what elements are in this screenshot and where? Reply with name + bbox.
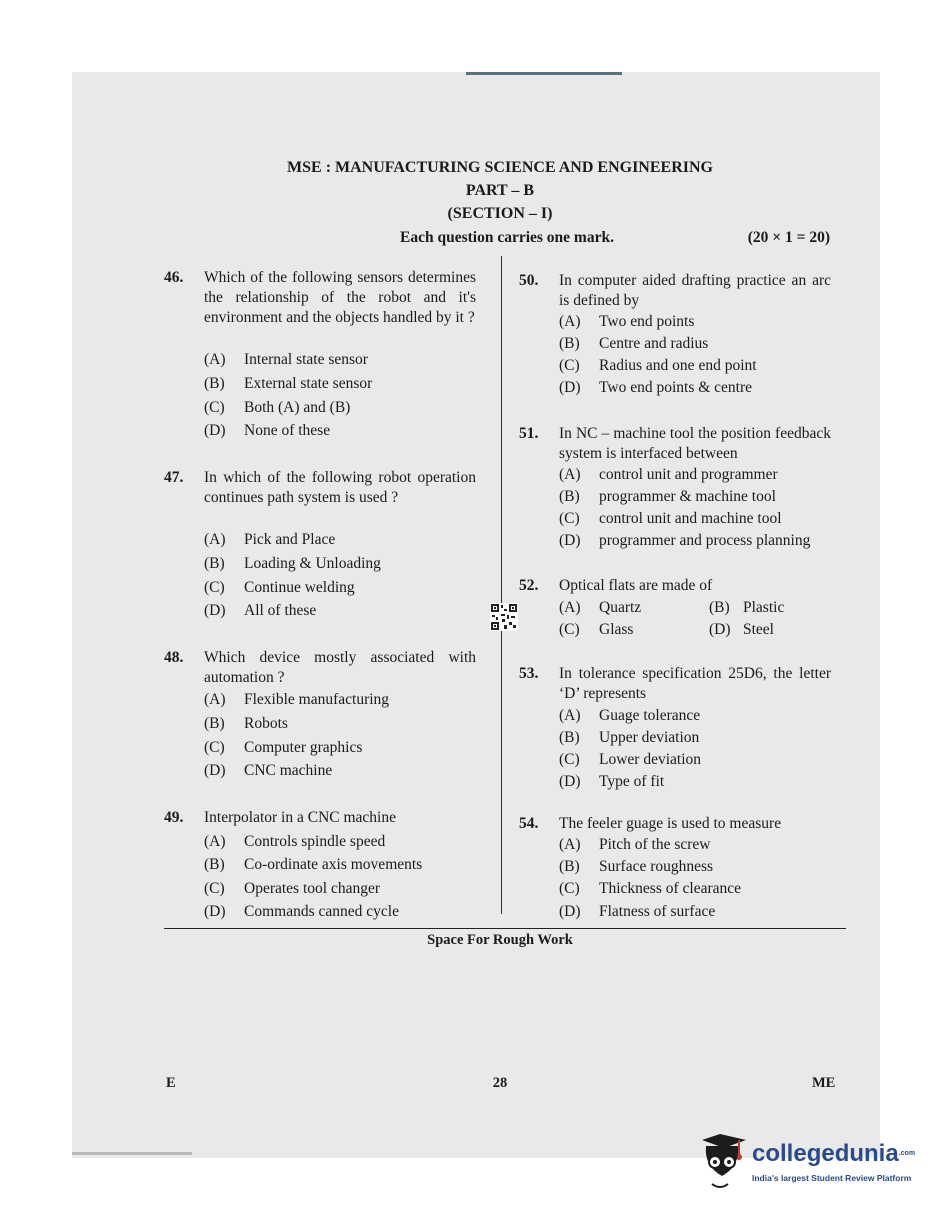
- page-edge-mark: [72, 1152, 192, 1155]
- option-c: (C) Both (A) and (B): [204, 399, 351, 416]
- option-a: (A) Guage tolerance: [559, 707, 701, 724]
- question-stem: Which device mostly associated with automation ?: [204, 649, 476, 686]
- rough-work-rule: [164, 928, 846, 929]
- option-c: (C) Radius and one end point: [559, 357, 757, 374]
- option-d: (D) Steel: [709, 621, 774, 638]
- question-number: 49.: [164, 809, 184, 826]
- option-b: (B) External state sensor: [204, 375, 373, 392]
- option-d: (D) All of these: [204, 602, 317, 619]
- option-d: (D) Flatness of surface: [559, 903, 716, 920]
- paper-title: MSE : MANUFACTURING SCIENCE AND ENGINEERING: [287, 159, 713, 176]
- question-number: 51.: [519, 425, 539, 442]
- question-number: 48.: [164, 649, 184, 666]
- option-a: (A) control unit and programmer: [559, 466, 778, 483]
- option-b: (B) Centre and radius: [559, 335, 709, 352]
- option-b: (B) Co-ordinate axis movements: [204, 856, 423, 873]
- option-b: (B) Upper deviation: [559, 729, 700, 746]
- option-d: (D) programmer and process planning: [559, 532, 811, 549]
- option-d: (D) Type of fit: [559, 773, 665, 790]
- option-d: (D) Two end points & centre: [559, 379, 753, 396]
- question-stem: In tolerance specification 25D6, the letter ‘D’ represents: [559, 665, 831, 702]
- watermark-brand: collegedunia$^{.com}$: [752, 1140, 916, 1167]
- column-divider: [501, 256, 502, 914]
- option-c: (C) Lower deviation: [559, 751, 702, 768]
- question-stem: Which of the following sensors determines the relationship of the robot and it's environment and the objects handled by it ?: [204, 269, 476, 326]
- option-a: (A) Controls spindle speed: [204, 833, 386, 850]
- option-b: (B) Robots: [204, 715, 288, 732]
- question-number: 53.: [519, 665, 539, 682]
- option-c: (C) Thickness of clearance: [559, 880, 742, 897]
- option-a: (A) Flexible manufacturing: [204, 691, 390, 708]
- option-d: (D) None of these: [204, 422, 331, 439]
- question-number: 50.: [519, 272, 539, 289]
- option-c: (C) Operates tool changer: [204, 880, 380, 897]
- instruction-text: Each question carries one mark.: [400, 229, 614, 246]
- question-stem: In computer aided drafting practice an arc is defined by: [559, 272, 831, 309]
- option-c: (C) control unit and machine tool: [559, 510, 782, 527]
- option-a: (A) Quartz: [559, 599, 642, 616]
- rough-work-label: Space For Rough Work: [427, 932, 573, 948]
- marks-total: (20 × 1 = 20): [747, 229, 830, 246]
- question-stem: Interpolator in a CNC machine: [204, 809, 396, 826]
- question-stem: The feeler guage is used to measure: [559, 815, 782, 832]
- watermark-brand-suffix: .com: [898, 1150, 916, 1157]
- option-b: (B) Surface roughness: [559, 858, 714, 875]
- option-a: (A) Pitch of the screw: [559, 836, 711, 853]
- question-number: 46.: [164, 269, 184, 286]
- question-stem: In which of the following robot operation continues path system is used ?: [204, 469, 476, 506]
- option-a: (A) Internal state sensor: [204, 351, 368, 368]
- subject-code: ME: [812, 1075, 836, 1091]
- option-d: (D) Commands canned cycle: [204, 903, 399, 920]
- question-stem: Optical flats are made of: [559, 577, 713, 594]
- option-b: (B) programmer & machine tool: [559, 488, 776, 505]
- option-b: (B) Plastic: [709, 599, 785, 616]
- option-d: (D) CNC machine: [204, 762, 333, 779]
- question-number: 52.: [519, 577, 539, 594]
- page-number: 28: [492, 1075, 508, 1091]
- option-a: (A) Two end points: [559, 313, 695, 330]
- option-a: (A) Pick and Place: [204, 531, 336, 548]
- question-number: 54.: [519, 815, 539, 832]
- qr-code: [490, 603, 518, 631]
- question-stem: In NC – machine tool the position feedback system is interfaced between: [559, 425, 831, 462]
- option-b: (B) Loading & Unloading: [204, 555, 381, 572]
- option-c: (C) Computer graphics: [204, 739, 363, 756]
- option-c: (C) Continue welding: [204, 579, 355, 596]
- set-code: E: [166, 1075, 176, 1091]
- section-heading: (SECTION – I): [447, 205, 553, 222]
- option-c: (C) Glass: [559, 621, 634, 638]
- marks-line: [400, 229, 830, 247]
- watermark-tagline: India's largest Student Review Platform: [752, 1173, 912, 1183]
- part-heading: PART – B: [465, 182, 535, 199]
- question-number: 47.: [164, 469, 184, 486]
- top-edge-mark: [466, 72, 622, 75]
